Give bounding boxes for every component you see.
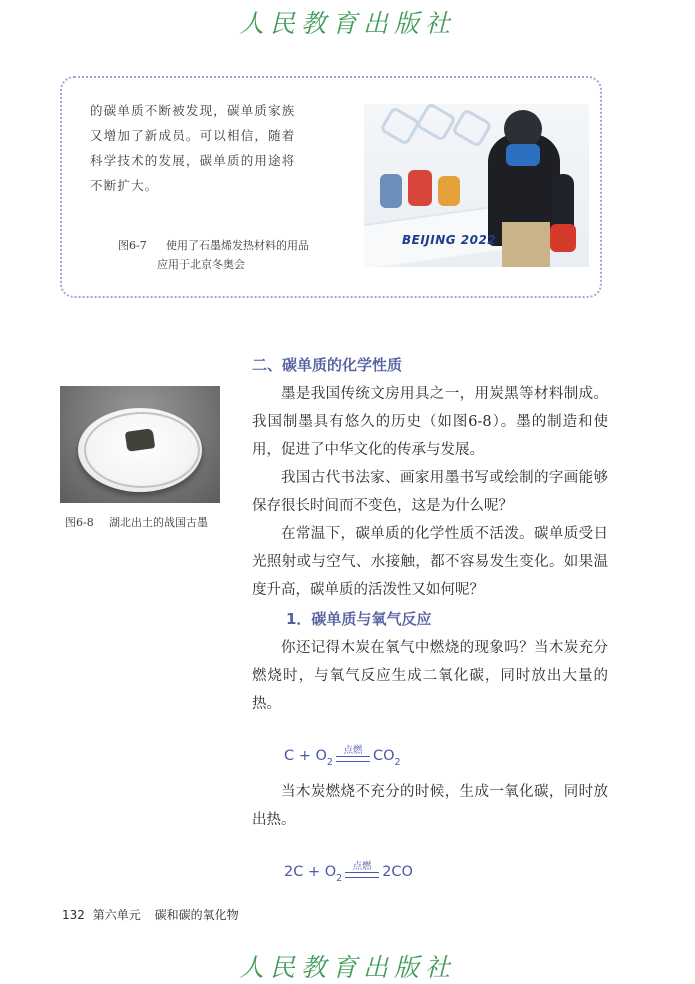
caption-line-2: 应用于北京冬奥会 xyxy=(157,258,245,271)
caption-line-1: 使用了石墨烯发热材料的用品 xyxy=(166,239,309,252)
eq-right-sub: 2 xyxy=(394,757,401,768)
publisher-header: 人民教育出版社 xyxy=(238,9,456,38)
jacket-display xyxy=(380,174,402,208)
mannequin-skirt xyxy=(502,222,550,267)
subheading: 1．碳单质与氧气反应 xyxy=(286,610,432,628)
condition-text: 点燃 xyxy=(352,861,372,872)
publisher-footer: 人民教育出版社 xyxy=(238,953,456,982)
beijing-2022-logo: BEIJING 2022 xyxy=(402,233,497,247)
eq-right: CO xyxy=(372,748,395,764)
equation-1 xyxy=(252,718,608,768)
reading-line: 的碳单质不断被发现，碳单质家族 xyxy=(90,103,296,118)
reading-line: 科学技术的发展，碳单质的用途将 xyxy=(90,153,296,168)
jacket-display xyxy=(438,176,460,206)
eq-left-sub: 2 xyxy=(336,873,343,884)
eq-condition xyxy=(345,861,379,878)
paragraph: 墨是我国传统文房用具之一，用炭黑等材料制成。我国制墨具有悠久的历史（如图6-8）。墨的制造和使用，促进了中华文化的传承与发展。 xyxy=(252,386,608,458)
eq-right: 2CO xyxy=(382,864,413,880)
reading-box xyxy=(60,76,602,298)
mannequin-head xyxy=(504,110,542,148)
paragraph: 在常温下，碳单质的化学性质不活泼。碳单质受日光照射或与空气、水接触，都不容易发生变化。如果温度升高，碳单质的活泼性又如何呢？ xyxy=(252,526,608,598)
jacket-display xyxy=(408,170,432,206)
paragraph: 我国古代书法家、画家用墨书写或绘制的字画能够保存很长时间而不变色，这是为什么呢？ xyxy=(252,470,608,514)
section-heading: 二、碳单质的化学性质 xyxy=(252,356,403,374)
eq-left-sub: 2 xyxy=(326,757,333,768)
reading-box-text xyxy=(90,98,308,198)
caption-text: 湖北出土的战国古墨 xyxy=(109,516,208,529)
figure-number: 图6-8 xyxy=(65,516,94,529)
paragraph: 当木炭燃烧不充分的时候，生成一氧化碳，同时放出热。 xyxy=(252,784,608,828)
red-glove xyxy=(550,224,576,252)
eq-condition xyxy=(336,745,370,762)
page-number: 132 xyxy=(62,908,85,922)
ancient-ink-block xyxy=(125,428,156,452)
mannequin-scarf xyxy=(506,144,540,166)
equation-2 xyxy=(252,834,608,884)
paragraph: 你还记得木炭在氧气中燃烧的现象吗？当木炭充分燃烧时，与氧气反应生成二氧化碳，同时放出大量的热。 xyxy=(252,640,608,712)
petri-dish-rim xyxy=(84,412,200,488)
equals-bars xyxy=(345,872,379,878)
figure-number: 图6-7 xyxy=(118,239,147,252)
reading-line: 又增加了新成员。可以相信，随着 xyxy=(90,128,296,143)
figure-6-7-caption xyxy=(118,236,358,274)
eq-left: 2C + O xyxy=(284,864,337,880)
figure-6-8-photo xyxy=(60,386,220,503)
main-content xyxy=(252,350,608,884)
hex-decoration xyxy=(451,108,493,148)
figure-6-8-caption xyxy=(65,514,235,530)
eq-left: C + O xyxy=(284,748,327,764)
figure-6-7-photo xyxy=(364,104,589,267)
reading-line: 不断扩大。 xyxy=(90,178,159,193)
hex-decoration xyxy=(415,104,457,142)
condition-text: 点燃 xyxy=(343,745,363,756)
equals-bars xyxy=(336,756,370,762)
unit-title: 碳和碳的氧化物 xyxy=(154,908,239,922)
hex-decoration xyxy=(379,106,421,146)
unit-label: 第六单元 xyxy=(92,908,141,922)
page-footer xyxy=(62,906,239,923)
